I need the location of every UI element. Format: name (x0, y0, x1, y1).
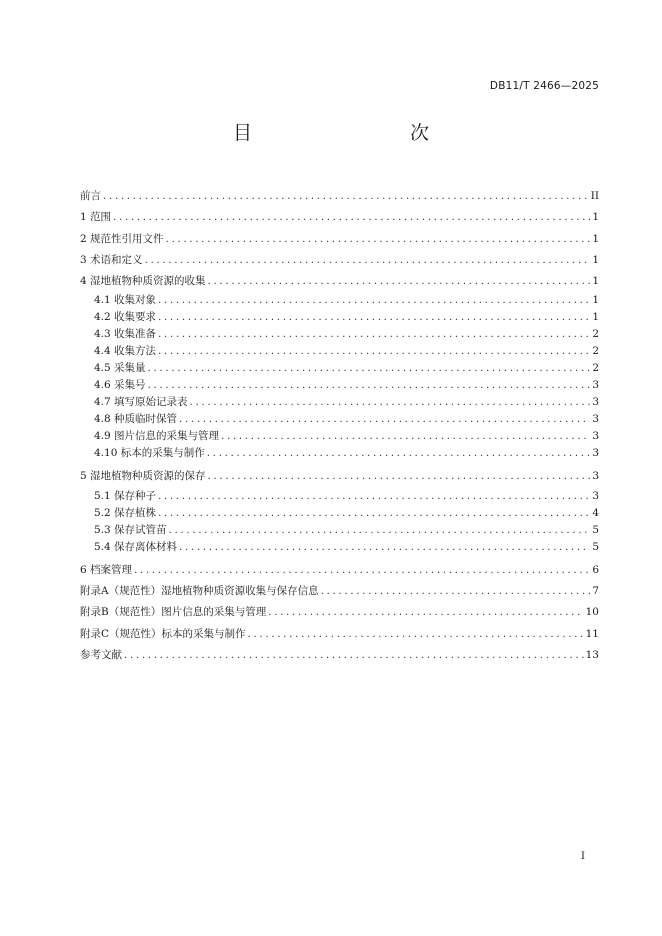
toc-dot-leader (268, 602, 583, 623)
toc-page-number: 1 (592, 311, 599, 324)
toc-entry[interactable] (80, 581, 599, 602)
toc-entry-label: 4.5 采集量 (94, 362, 146, 375)
toc-entry-label: 5.3 保存试管苗 (94, 523, 167, 536)
toc-entry-label: 附录C（规范性）标本的采集与制作 (80, 627, 246, 640)
toc-page-number: 1 (592, 232, 599, 245)
toc-subentry[interactable] (80, 309, 599, 326)
toc-entry-label: 附录B（规范性）图片信息的采集与管理 (80, 606, 267, 619)
toc-page-number: II (590, 190, 599, 202)
toc-page-number: 11 (585, 627, 599, 640)
toc-page-number: 5 (592, 523, 599, 536)
toc-page-number: 3 (592, 379, 599, 392)
toc-entry-label: 4.4 收集方法 (94, 345, 157, 358)
toc-dot-leader (179, 539, 590, 556)
toc-page-number: 2 (592, 328, 599, 341)
toc-entry[interactable] (80, 602, 599, 623)
toc-entry-label: 2 规范性引用文件 (80, 232, 164, 245)
toc-page-number: 13 (585, 648, 599, 661)
toc-page-number: 2 (592, 345, 599, 358)
toc-subentry[interactable] (80, 326, 599, 343)
toc-dot-leader (179, 411, 590, 428)
toc-dot-leader (221, 428, 590, 445)
toc-subentry[interactable] (80, 488, 599, 505)
page-number: I (581, 851, 585, 862)
toc-dot-leader (145, 250, 591, 271)
toc-entry-label: 参考文献 (80, 648, 122, 661)
toc-entry-label: 5.1 保存种子 (94, 489, 157, 502)
toc-entry-label: 5.4 保存离体材料 (94, 540, 178, 553)
toc-entry[interactable] (80, 466, 599, 487)
toc-entry-label: 5.2 保存植株 (94, 506, 157, 519)
toc-dot-leader (124, 645, 584, 666)
toc-entry-label: 4.2 收集要求 (94, 311, 157, 324)
toc-page-number: 1 (592, 275, 599, 288)
toc-entry-label: 4.3 收集准备 (94, 328, 157, 341)
toc-dot-leader (148, 360, 591, 377)
toc-page-number: 10 (585, 606, 599, 619)
table-of-contents (80, 186, 599, 666)
toc-dot-leader (158, 488, 590, 505)
toc-entry-label: 4.10 标本的采集与制作 (94, 447, 205, 460)
toc-subentry[interactable] (80, 428, 599, 445)
toc-entry-label: 4 湿地植物种质资源的收集 (80, 275, 206, 288)
toc-entry-label: 4.6 采集号 (94, 379, 146, 392)
toc-page-number: 6 (592, 563, 599, 576)
toc-entry-label: 4.8 种质临时保管 (94, 413, 178, 426)
toc-dot-leader (208, 271, 591, 292)
toc-subentry[interactable] (80, 394, 599, 411)
toc-page-number: 3 (592, 413, 599, 426)
toc-dot-leader (208, 466, 591, 487)
toc-subentry[interactable] (80, 360, 599, 377)
toc-dot-leader (148, 377, 591, 394)
toc-dot-leader (248, 624, 584, 645)
toc-subentry[interactable] (80, 539, 599, 556)
toc-dot-leader (158, 505, 590, 522)
toc-dot-leader (169, 522, 591, 539)
toc-page-number: 2 (592, 362, 599, 375)
toc-subentry[interactable] (80, 377, 599, 394)
toc-entry-label: 前言 (80, 190, 101, 202)
toc-subentry[interactable] (80, 411, 599, 428)
toc-page-number: 1 (592, 211, 599, 224)
toc-dot-leader (158, 326, 590, 343)
toc-page-number: 3 (592, 489, 599, 502)
toc-page-number: 7 (592, 585, 599, 598)
toc-page-number: 4 (592, 506, 599, 519)
toc-subentry[interactable] (80, 292, 599, 309)
toc-entry-label: 5 湿地植物种质资源的保存 (80, 470, 206, 483)
toc-subentry[interactable] (80, 522, 599, 539)
toc-dot-leader (158, 309, 590, 326)
toc-subentry[interactable] (80, 445, 599, 462)
toc-dot-leader (103, 186, 589, 207)
toc-entry[interactable] (80, 560, 599, 581)
toc-entry[interactable] (80, 624, 599, 645)
toc-entry[interactable] (80, 250, 599, 271)
toc-dot-leader (321, 581, 591, 602)
toc-dot-leader (190, 394, 591, 411)
toc-entry[interactable] (80, 229, 599, 250)
toc-page-number: 3 (592, 430, 599, 443)
toc-entry[interactable] (80, 271, 599, 292)
toc-dot-leader (113, 207, 590, 228)
toc-entry[interactable] (80, 207, 599, 228)
page-title: 目 次 (232, 122, 469, 144)
toc-entry-label: 6 档案管理 (80, 563, 133, 576)
toc-subentry[interactable] (80, 505, 599, 522)
toc-page-number: 3 (592, 447, 599, 460)
toc-entry-label: 4.9 图片信息的采集与管理 (94, 430, 220, 443)
toc-entry[interactable] (80, 186, 599, 207)
toc-dot-leader (207, 445, 591, 462)
toc-entry-label: 1 范围 (80, 211, 112, 224)
toc-dot-leader (158, 343, 590, 360)
toc-entry[interactable] (80, 645, 599, 666)
toc-dot-leader (158, 292, 590, 309)
toc-page-number: 3 (592, 396, 599, 409)
toc-dot-leader (166, 229, 591, 250)
toc-page-number: 3 (592, 470, 599, 483)
document-code: DB11/T 2466—2025 (489, 80, 599, 92)
toc-subentry[interactable] (80, 343, 599, 360)
toc-entry-label: 4.1 收集对象 (94, 294, 157, 307)
toc-entry-label: 4.7 填写原始记录表 (94, 396, 188, 409)
toc-page-number: 1 (592, 294, 599, 307)
toc-page-number: 1 (592, 253, 599, 266)
toc-entry-label: 3 术语和定义 (80, 253, 143, 266)
toc-entry-label: 附录A（规范性）湿地植物种质资源收集与保存信息 (80, 585, 319, 598)
toc-dot-leader (134, 560, 590, 581)
toc-page-number: 5 (592, 540, 599, 553)
